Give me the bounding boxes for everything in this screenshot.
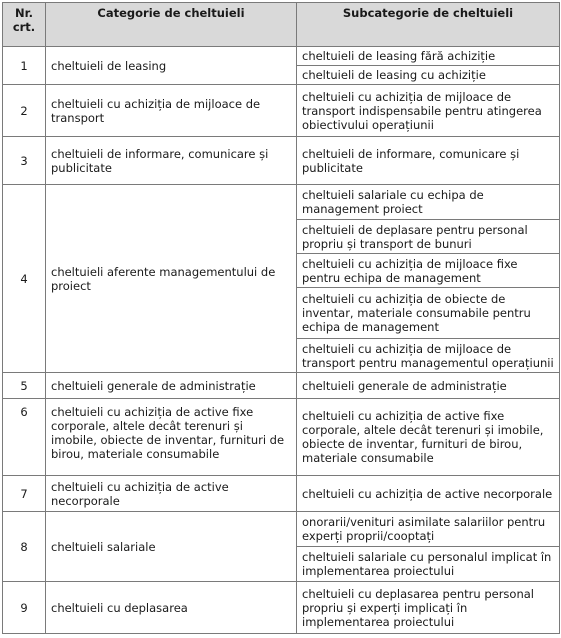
subcategory-cell: cheltuieli de deplasare pentru personal propriu și transport de bunuri: [297, 220, 560, 254]
subcategory-cell: cheltuieli cu achiziția de mijloace de transport indispensabile pentru atingerea obiectivului operațiunii: [297, 85, 560, 137]
table-row: [3, 47, 560, 66]
table-row: [3, 185, 560, 220]
expense-categories-table: [2, 2, 560, 634]
table-row: [3, 373, 560, 399]
category-cell: cheltuieli salariale: [46, 512, 297, 582]
subcategory-cell: onorarii/venituri asimilate salariilor pentru experți proprii/cooptați: [297, 512, 560, 547]
row-number: 6: [3, 399, 46, 476]
row-number: 2: [3, 85, 46, 137]
header-nr: Nr. crt.: [3, 3, 46, 47]
subcategory-cell: cheltuieli cu achiziția de active fixe corporale, altele decât terenuri și imobile, obiecte de inventar, furnituri de birou, materiale consumabile: [297, 399, 560, 476]
row-number: 8: [3, 512, 46, 582]
table-row: [3, 85, 560, 137]
category-cell: cheltuieli cu achiziția de active necorporale: [46, 476, 297, 512]
header-category: Categorie de cheltuieli: [46, 3, 297, 47]
table-row: [3, 512, 560, 547]
category-cell: cheltuieli de leasing: [46, 47, 297, 85]
category-cell: cheltuieli generale de administrație: [46, 373, 297, 399]
subcategory-cell: cheltuieli generale de administrație: [297, 373, 560, 399]
row-number: 7: [3, 476, 46, 512]
header-row: [3, 3, 560, 47]
row-number: 1: [3, 47, 46, 85]
subcategory-cell: cheltuieli de leasing cu achiziție: [297, 66, 560, 85]
row-number: 3: [3, 137, 46, 185]
subcategory-cell: cheltuieli de informare, comunicare și publicitate: [297, 137, 560, 185]
row-number: 9: [3, 582, 46, 634]
subcategory-cell: cheltuieli salariale cu echipa de management proiect: [297, 185, 560, 220]
subcategory-cell: cheltuieli cu achiziția de mijloace fixe pentru echipa de management: [297, 254, 560, 288]
row-number: 5: [3, 373, 46, 399]
subcategory-cell: cheltuieli salariale cu personalul implicat în implementarea proiectului: [297, 547, 560, 582]
subcategory-cell: cheltuieli cu achiziția de active necorporale: [297, 476, 560, 512]
table-row: [3, 137, 560, 185]
category-cell: cheltuieli cu deplasarea: [46, 582, 297, 634]
subcategory-cell: cheltuieli de leasing fără achiziție: [297, 47, 560, 66]
subcategory-cell: cheltuieli cu achiziția de obiecte de inventar, materiale consumabile pentru echipa de management: [297, 288, 560, 339]
subcategory-cell: cheltuieli cu deplasarea pentru personal propriu și experți implicați în implementarea proiectului: [297, 582, 560, 634]
subcategory-cell: cheltuieli cu achiziția de mijloace de transport pentru managementul operațiunii: [297, 339, 560, 373]
header-subcategory: Subcategorie de cheltuieli: [297, 3, 560, 47]
category-cell: cheltuieli cu achiziția de mijloace de transport: [46, 85, 297, 137]
category-cell: cheltuieli aferente managementului de proiect: [46, 185, 297, 373]
table-row: [3, 582, 560, 634]
table-row: [3, 476, 560, 512]
category-cell: cheltuieli de informare, comunicare și publicitate: [46, 137, 297, 185]
table-row: [3, 399, 560, 476]
row-number: 4: [3, 185, 46, 373]
category-cell: cheltuieli cu achiziția de active fixe corporale, altele decât terenuri și imobile, obiecte de inventar, furnituri de birou, materiale consumabile: [46, 399, 297, 476]
